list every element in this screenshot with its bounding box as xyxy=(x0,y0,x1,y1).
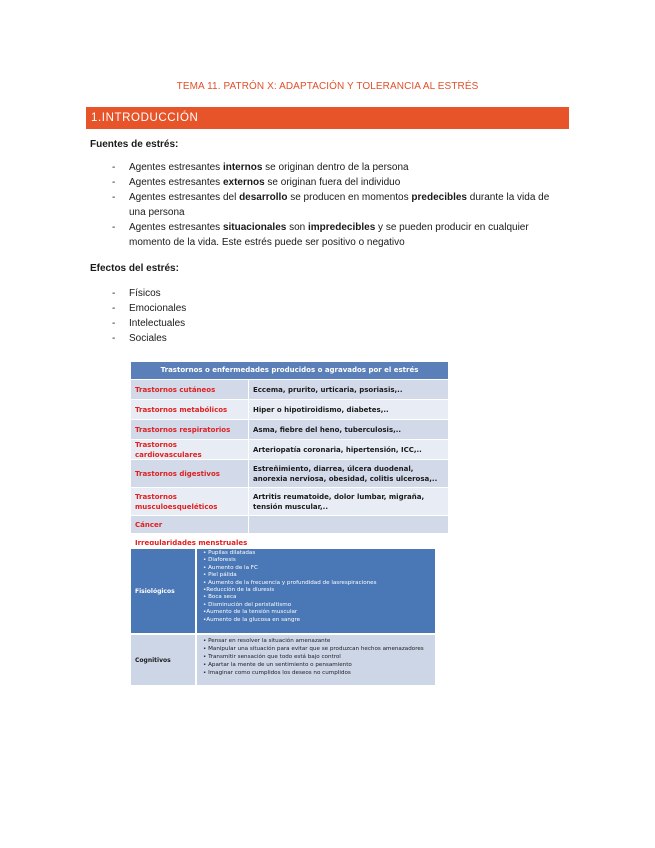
examples-cell: Eccema, prurito, urticaria, psoriasis,.. xyxy=(248,380,448,399)
disorder-cell: Trastornos digestivos xyxy=(135,469,220,478)
section-heading: 1.INTRODUCCIÓN xyxy=(86,107,569,129)
examples-cell xyxy=(331,534,448,545)
list-item: • Disminución del peristaltismo xyxy=(203,601,292,608)
examples-cell: Asma, fiebre del heno, tuberculosis,.. xyxy=(248,420,448,439)
examples-cell: Arteriopatía coronaria, hipertensión, ICC,.. xyxy=(248,440,448,459)
response-items-cell xyxy=(195,549,435,633)
table-row xyxy=(131,549,435,633)
list-item: • Transmitir sensación que todo está bajo control xyxy=(203,654,341,660)
disorder-cell: Cáncer xyxy=(135,520,163,529)
list-item: •Reducción de la diuresis xyxy=(203,587,275,594)
list-item: - Agentes estresantes externos se originan fuera del individuo xyxy=(112,177,401,188)
table-row xyxy=(131,633,435,685)
list-item: • Manipular una situación para evitar que se produzcan hechos amenazadores xyxy=(203,646,424,652)
list-item: • Aumento de la frecuencia y profundidad de lasrespiraciones xyxy=(203,579,377,586)
table-header: Trastornos o enfermedades producidos o agravados por el estrés xyxy=(131,362,448,379)
response-type-cell: Fisiológicos xyxy=(135,587,175,595)
table-row xyxy=(131,487,448,515)
response-type-cell: Cognitivos xyxy=(135,656,171,664)
list-item: - Agentes estresantes situacionales son impredecibles y se pueden producir en cualquier momento de la vida. Este estrés puede ser positivo o negativo xyxy=(112,222,529,248)
stress-disorders-table xyxy=(131,362,448,545)
list-item: • Piel pálida xyxy=(203,572,237,579)
disorder-cell: Trastornos respiratorios xyxy=(135,425,231,434)
efectos-list xyxy=(112,286,552,346)
list-item: • Diaforesis xyxy=(203,557,236,564)
examples-cell: Estreñimiento, diarrea, úlcera duodenal, anorexia nerviosa, obesidad, colitis ulcerosa,.. xyxy=(248,460,448,487)
list-item: •Aumento de la tensión muscular xyxy=(203,609,298,616)
table-row xyxy=(131,439,448,459)
disorder-cell: Trastornos musculoesqueléticos xyxy=(135,492,218,511)
list-item: • Aumento de la FC xyxy=(203,564,258,571)
list-item: • Pensar en resolver la situación amenazante xyxy=(203,638,331,644)
examples-cell: Hiper o hipotiroidismo, diabetes,.. xyxy=(248,400,448,419)
table-row xyxy=(131,399,448,419)
list-item: - Agentes estresantes del desarrollo se producen en momentos predecibles durante la vida de una persona xyxy=(112,192,550,218)
disorder-cell: Trastornos cutáneos xyxy=(135,385,216,394)
stress-responses-table xyxy=(131,549,435,685)
table-row xyxy=(131,533,448,545)
table-row xyxy=(131,379,448,399)
list-item: • Imaginar como cumplidos los deseos no cumplidos xyxy=(203,670,351,676)
fuentes-heading: Fuentes de estrés: xyxy=(90,139,179,150)
examples-cell: Artritis reumatoide, dolor lumbar, migraña, tensión muscular,.. xyxy=(248,488,448,515)
fuentes-list xyxy=(112,160,552,250)
table-row xyxy=(131,419,448,439)
response-items-cell xyxy=(195,635,435,685)
list-item: • Pupilas dilatadas xyxy=(203,550,256,556)
page-title: TEMA 11. PATRÓN X: ADAPTACIÓN Y TOLERANCIA AL ESTRÉS xyxy=(176,81,479,92)
list-item: - Intelectuales xyxy=(112,318,186,329)
table-row xyxy=(131,515,448,533)
examples-cell xyxy=(248,516,448,533)
list-item: - Físicos xyxy=(112,288,161,299)
disorder-cell: Trastornos cardiovasculares xyxy=(135,440,202,459)
list-item: - Agentes estresantes internos se originan dentro de la persona xyxy=(112,162,409,173)
list-item: • Boca seca xyxy=(203,594,237,601)
disorder-cell: Trastornos metabólicos xyxy=(135,405,228,414)
list-item: - Emocionales xyxy=(112,303,187,314)
table-row xyxy=(131,459,448,487)
list-item: - Sociales xyxy=(112,333,167,344)
efectos-heading: Efectos del estrés: xyxy=(90,263,179,274)
disorder-cell: Irregularidades menstruales xyxy=(135,539,248,545)
list-item: •Aumento de la glucosa en sangre xyxy=(203,616,301,623)
list-item: • Apartar la mente de un sentimiento o pensamiento xyxy=(203,662,352,668)
